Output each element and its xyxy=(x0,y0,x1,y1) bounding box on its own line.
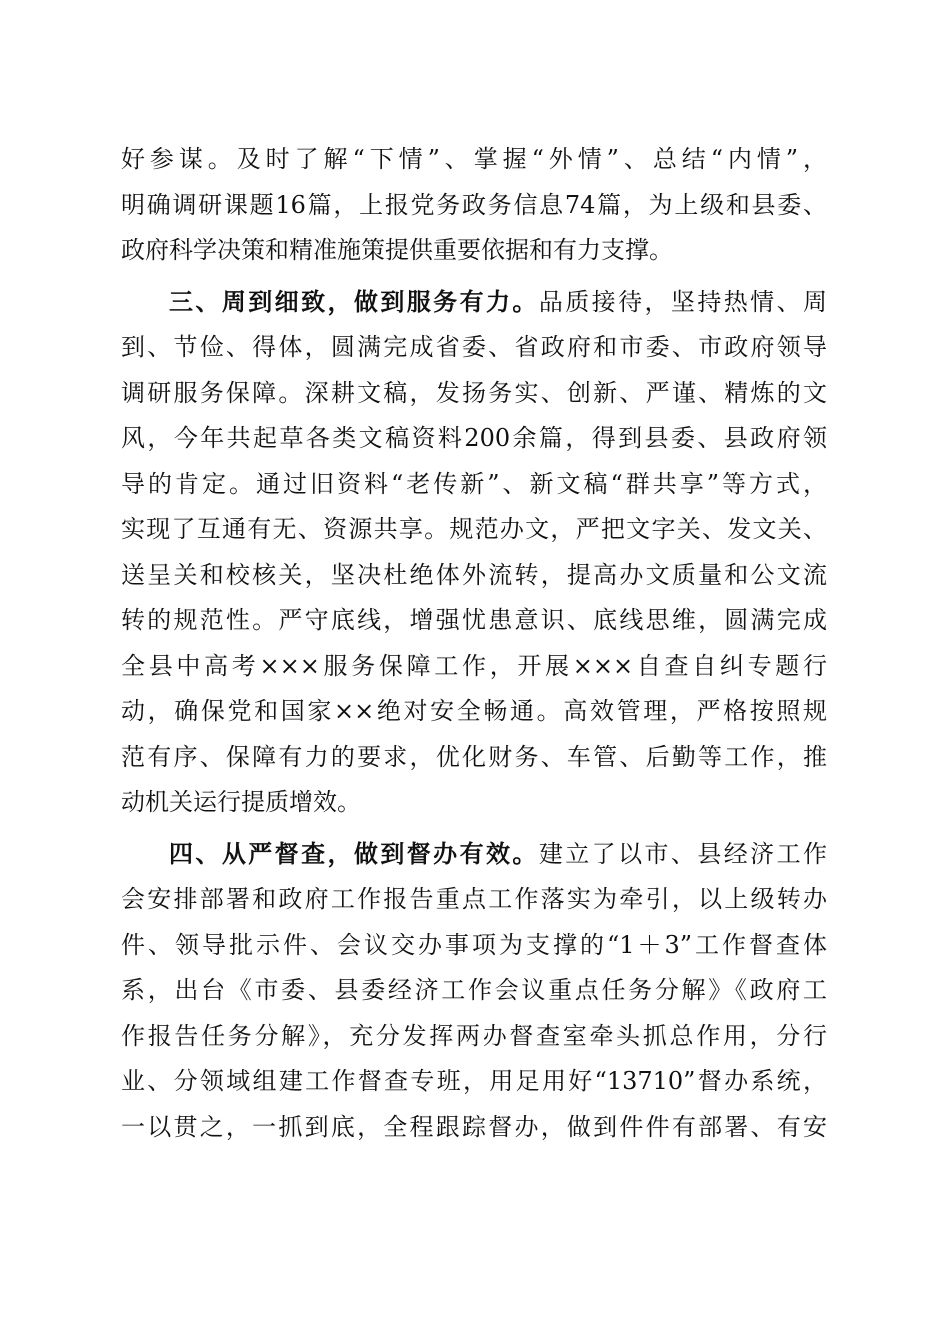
text-line: 送呈关和校核关，坚决杜绝体外流转，提高办文质量和公文流 xyxy=(121,560,827,589)
text-line xyxy=(121,832,827,878)
document-body xyxy=(121,137,827,1150)
text-run: 品质接待，坚持热情、周 xyxy=(538,287,828,316)
paragraph-continuation xyxy=(121,137,827,274)
section-heading-service: 三、周到细致，做到服务有力。 xyxy=(169,287,539,316)
text-run: 建立了以市、县经济工作 xyxy=(538,839,828,868)
text-line: 系，出台《市委、县委经济工作会议重点任务分解》《政府工 xyxy=(121,976,827,1004)
text-line: 到、节俭、得体，圆满完成省委、省政府和市委、市政府领导 xyxy=(121,333,827,361)
section-heading-supervision: 四、从严督查，做到督办有效。 xyxy=(169,839,539,868)
text-line xyxy=(121,280,827,326)
text-line: 实现了互通有无、资源共享。规范办文，严把文字关、发文关、 xyxy=(121,515,827,543)
text-line: 转的规范性。严守底线，增强忧患意识、底线思维，圆满完成 xyxy=(121,606,827,634)
paragraph-service xyxy=(121,280,827,826)
text-line: 动，确保党和国家××绝对安全畅通。高效管理，严格按照规 xyxy=(121,697,827,725)
text-line: 范有序、保障有力的要求，优化财务、车管、后勤等工作，推 xyxy=(121,742,827,771)
text-line: 全县中高考×××服务保障工作，开展×××自查自纠专题行 xyxy=(121,651,827,680)
text-line: 会安排部署和政府工作报告重点工作落实为牵引，以上级转办 xyxy=(121,885,827,913)
text-line: 件、领导批示件、会议交办事项为支撑的“1＋3”工作督查体 xyxy=(121,930,827,959)
text-line: 一以贯之，一抓到底，全程跟踪督办，做到件件有部署、有安 xyxy=(121,1112,827,1141)
text-line: 明确调研课题16篇，上报党务政务信息74篇，为上级和县委、 xyxy=(121,190,827,219)
text-line: 动机关运行提质增效。 xyxy=(121,788,361,816)
text-line: 导的肯定。通过旧资料“老传新”、新文稿“群共享”等方式， xyxy=(121,469,827,498)
text-line: 作报告任务分解》，充分发挥两办督查室牵头抓总作用，分行 xyxy=(121,1021,827,1050)
text-line: 风，今年共起草各类文稿资料200余篇，得到县委、县政府领 xyxy=(121,424,827,452)
paragraph-supervision xyxy=(121,832,827,1151)
text-line: 调研服务保障。深耕文稿，发扬务实、创新、严谨、精炼的文 xyxy=(121,378,827,407)
text-line: 业、分领域组建工作督查专班，用足用好“13710”督办系统， xyxy=(121,1067,827,1095)
text-line: 政府科学决策和精准施策提供重要依据和有力支撑。 xyxy=(121,236,673,264)
text-line: 好参谋。及时了解“下情”、掌握“外情”、总结“内情”， xyxy=(121,145,827,173)
